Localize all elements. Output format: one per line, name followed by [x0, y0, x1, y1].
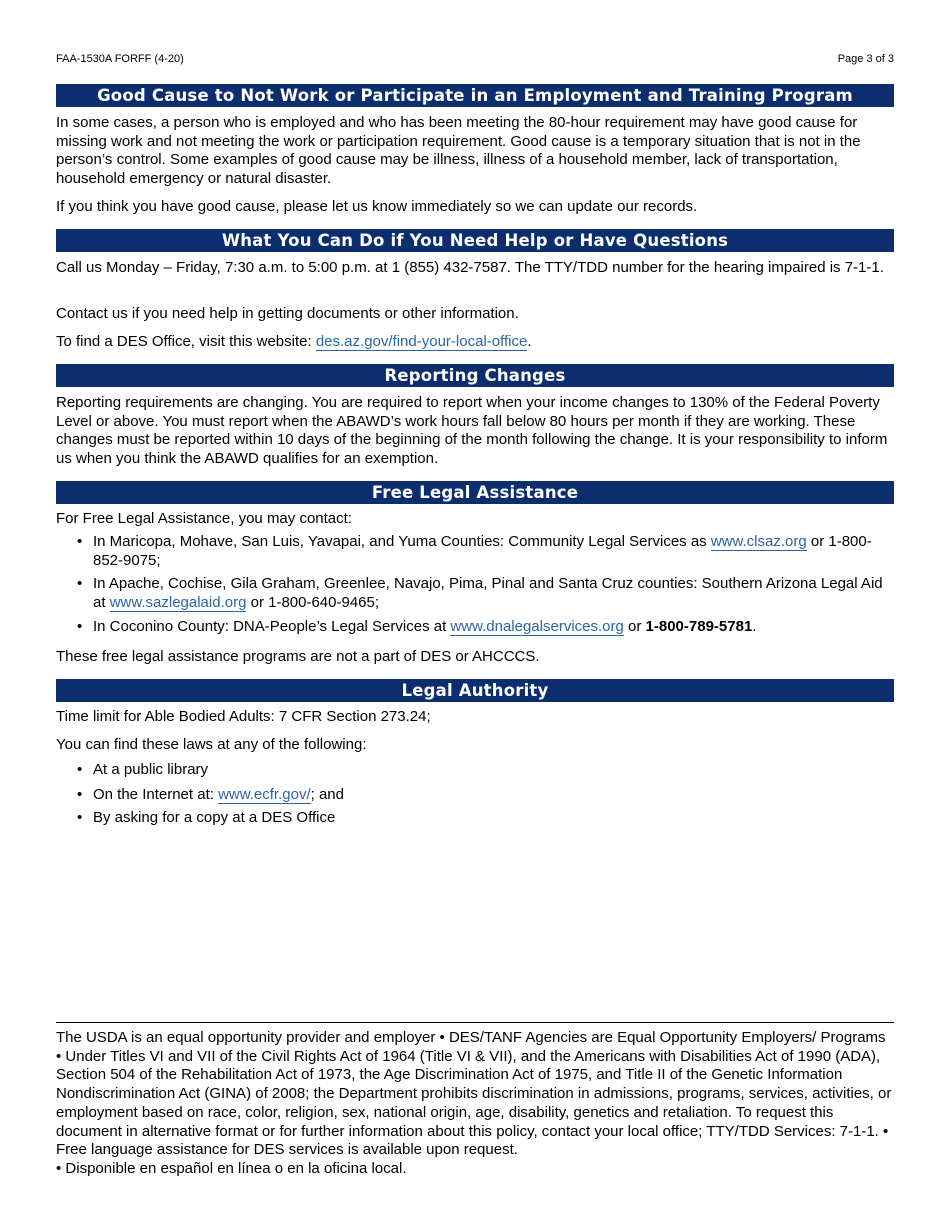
section-heading-legal-assistance: Free Legal Assistance [56, 481, 894, 504]
section-heading-help: What You Can Do if You Need Help or Have Questions [56, 229, 894, 252]
dna-phone: 1-800-789-5781 [645, 618, 753, 636]
form-id: FAA-1530A FORFF (4-20) [56, 53, 184, 65]
authority-intro: You can find these laws at any of the following: [56, 736, 367, 753]
list-item: • In Apache, Cochise, Gila Graham, Greenlee, Navajo, Pima, Pinal and Santa Cruz counties: Southern Arizona Legal Aid at www.sazlegalaid.org or 1-800-640-9465; [56, 575, 894, 612]
dnalegalservices-link[interactable]: www.dnalegalservices.org [450, 618, 624, 636]
spanish-availability-note: • Disponible en español en línea o en la oficina local. [56, 1159, 407, 1177]
nondiscrimination-notice: The USDA is an equal opportunity provider and employer • DES/TANF Agencies are Equal Opportunity Employers/ Programs • Under Titles VI and VII of the Civil Rights Act of 1964 (Title VI & VII), and the Americans with Disabilities Act of 1990 (ADA), Section 504 of the Rehabilitation Act of 1973, the Age Discrimination Act of 1975, and Title II of the Genetic Information Nondiscrimination Act (GINA) of 2008; the Department prohibits discrimination in admissions, programs, services, activities, or employment based on race, color, religion, sex, national origin, age, disability, genetics and retaliation. To request this document in alternative format or for further information about this policy, contact your local office; TTY/TDD Services: 7-1-1. • Free language assistance for DES services is available upon request. [56, 1029, 892, 1159]
ecfr-link[interactable]: www.ecfr.gov/ [218, 785, 311, 803]
legal-contact-list [56, 533, 894, 637]
good-cause-notify-paragraph: If you think you have good cause, please let us know immediately so we can update our records. [56, 198, 698, 215]
legal-outro: These free legal assistance programs are not a part of DES or AHCCCS. [56, 648, 540, 665]
page-number: Page 3 of 3 [837, 53, 894, 65]
section-heading-reporting: Reporting Changes [56, 364, 894, 387]
sazlegalaid-link[interactable]: www.sazlegalaid.org [109, 593, 247, 611]
des-office-link[interactable]: des.az.gov/find-your-local-office [315, 333, 528, 350]
footer-notice [56, 1022, 894, 1179]
clsaz-link[interactable]: www.clsaz.org [710, 533, 807, 550]
list-item: • In Coconino County: DNA-People’s Legal Services at www.dnalegalservices.org or 1-800-789-5781. [56, 618, 894, 637]
section-heading-legal-authority: Legal Authority [56, 679, 894, 702]
legal-intro: For Free Legal Assistance, you may contact: [56, 510, 352, 527]
help-contact-paragraph: Contact us if you need help in getting documents or other information. [56, 305, 519, 322]
list-item: • By asking for a copy at a DES Office [56, 809, 894, 828]
authority-time-limit: Time limit for Able Bodied Adults: 7 CFR Section 273.24; [56, 708, 431, 725]
list-item: • On the Internet at: www.ecfr.gov/; and [56, 786, 894, 805]
section-heading-good-cause: Good Cause to Not Work or Participate in an Employment and Training Program [56, 84, 894, 107]
reporting-paragraph: Reporting requirements are changing. You are required to report when your income changes to 130% of the Federal Poverty Level or above. You must report when the ABAWD’s work hours fall below 80 hours per month if they are working. These changes must be reported within 10 days of the beginning of the month following the change. It is your responsibility to inform us when you think the ABAWD qualifies for an exemption. [56, 394, 888, 467]
list-item: • At a public library [56, 761, 894, 780]
help-phone-paragraph: Call us Monday – Friday, 7:30 a.m. to 5:00 p.m. at 1 (855) 432-7587. The TTY/TDD number for the hearing impaired is 7-1-1. [56, 259, 884, 276]
help-office-paragraph: To find a DES Office, visit this website: des.az.gov/find-your-local-office. [56, 333, 532, 350]
list-item: • In Maricopa, Mohave, San Luis, Yavapai, and Yuma Counties: Community Legal Services as www.clsaz.org or 1-800-852-9075; [56, 533, 894, 570]
authority-list [56, 761, 894, 828]
good-cause-paragraph: In some cases, a person who is employed and who has been meeting the 80-hour requirement may have good cause for missing work and not meeting the work or participation requirement. Good cause is a temporary situation that is not in the person’s control. Some examples of good cause may be illness, illness of a household member, lack of transportation, household emergency or natural disaster. [56, 114, 861, 187]
